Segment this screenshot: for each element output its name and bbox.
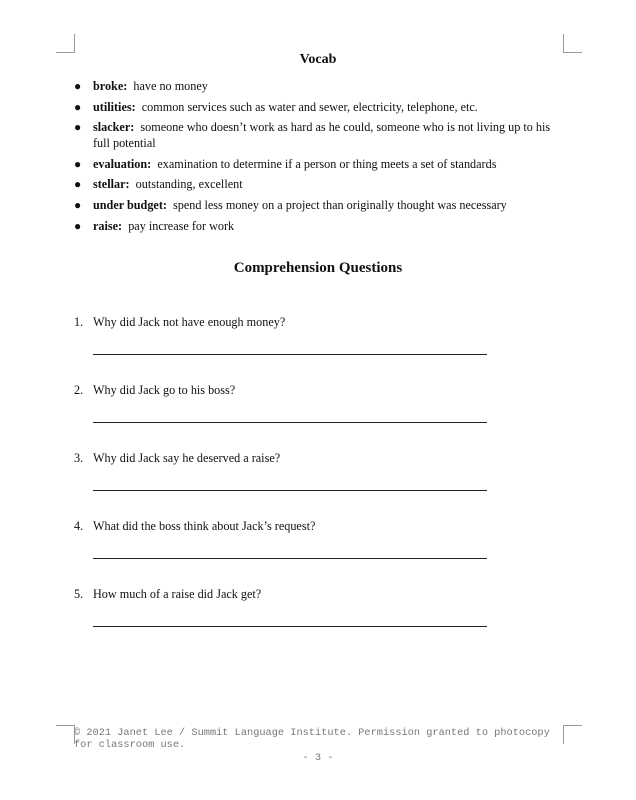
question-number: 2. <box>74 383 84 397</box>
answer-line <box>93 558 487 559</box>
vocab-item <box>74 119 554 151</box>
question-number: 3. <box>74 451 84 465</box>
vocab-item <box>74 176 554 192</box>
question-item <box>74 519 494 587</box>
answer-line <box>93 422 487 423</box>
vocab-definition: common services such as water and sewer, electricity, telephone, etc. <box>141 99 478 114</box>
bullet-icon: ● <box>74 79 82 93</box>
question-item <box>74 383 494 451</box>
bullet-icon: ● <box>74 177 82 192</box>
vocab-term: slacker: <box>93 120 135 135</box>
vocab-definition: spend less money on a project than originally thought was necessary <box>173 197 507 212</box>
comprehension-heading: Comprehension Questions <box>233 260 403 276</box>
vocab-term: under budget: <box>93 197 167 212</box>
answer-line <box>93 354 487 355</box>
question-text: Why did Jack go to his boss? <box>93 383 236 397</box>
vocab-item <box>74 78 554 94</box>
vocab-definition: examination to determine if a person or thing meets a set of standards <box>157 156 497 171</box>
question-item <box>74 451 494 519</box>
crop-mark-top-left <box>56 34 75 53</box>
crop-mark-top-right <box>563 34 582 53</box>
answer-line <box>93 490 487 491</box>
vocab-item <box>74 99 554 115</box>
bullet-icon: ● <box>74 156 82 171</box>
question-item <box>74 315 494 383</box>
vocab-term: broke: <box>93 79 128 93</box>
question-text: Why did Jack say he deserved a raise? <box>93 451 281 465</box>
question-text: How much of a raise did Jack get? <box>93 587 262 601</box>
vocab-term: utilities: <box>93 99 136 114</box>
question-number: 4. <box>74 519 84 533</box>
vocab-definition: outstanding, excellent <box>135 177 243 192</box>
question-number: 5. <box>74 587 84 601</box>
crop-mark-bottom-left <box>56 725 75 744</box>
vocab-definition: pay increase for work <box>128 218 235 233</box>
copyright-notice: © 2021 Janet Lee / Summit Language Institute. Permission granted to photocopy for classroom use. <box>74 727 550 751</box>
vocab-term: stellar: <box>93 177 130 192</box>
page-number: - 3 - <box>302 752 334 764</box>
bullet-icon: ● <box>74 99 82 114</box>
vocab-item <box>74 156 554 172</box>
question-text: Why did Jack not have enough money? <box>93 315 286 329</box>
vocab-item <box>74 218 554 234</box>
vocab-heading: Vocab <box>299 52 337 67</box>
question-list <box>74 315 494 655</box>
vocab-definition: have no money <box>133 79 208 93</box>
vocab-definition: someone who doesn’t work as hard as he could, someone who is not living up to his full potential <box>93 120 551 151</box>
vocab-term: raise: <box>93 218 123 233</box>
question-item <box>74 587 494 655</box>
answer-line <box>93 626 487 627</box>
bullet-icon: ● <box>74 218 82 233</box>
vocab-list <box>74 78 554 238</box>
crop-mark-bottom-right <box>563 725 582 744</box>
bullet-icon: ● <box>74 120 82 135</box>
vocab-item <box>74 197 554 213</box>
bullet-icon: ● <box>74 197 82 212</box>
question-number: 1. <box>74 315 84 329</box>
vocab-term: evaluation: <box>93 156 152 171</box>
question-text: What did the boss think about Jack’s request? <box>93 519 316 533</box>
